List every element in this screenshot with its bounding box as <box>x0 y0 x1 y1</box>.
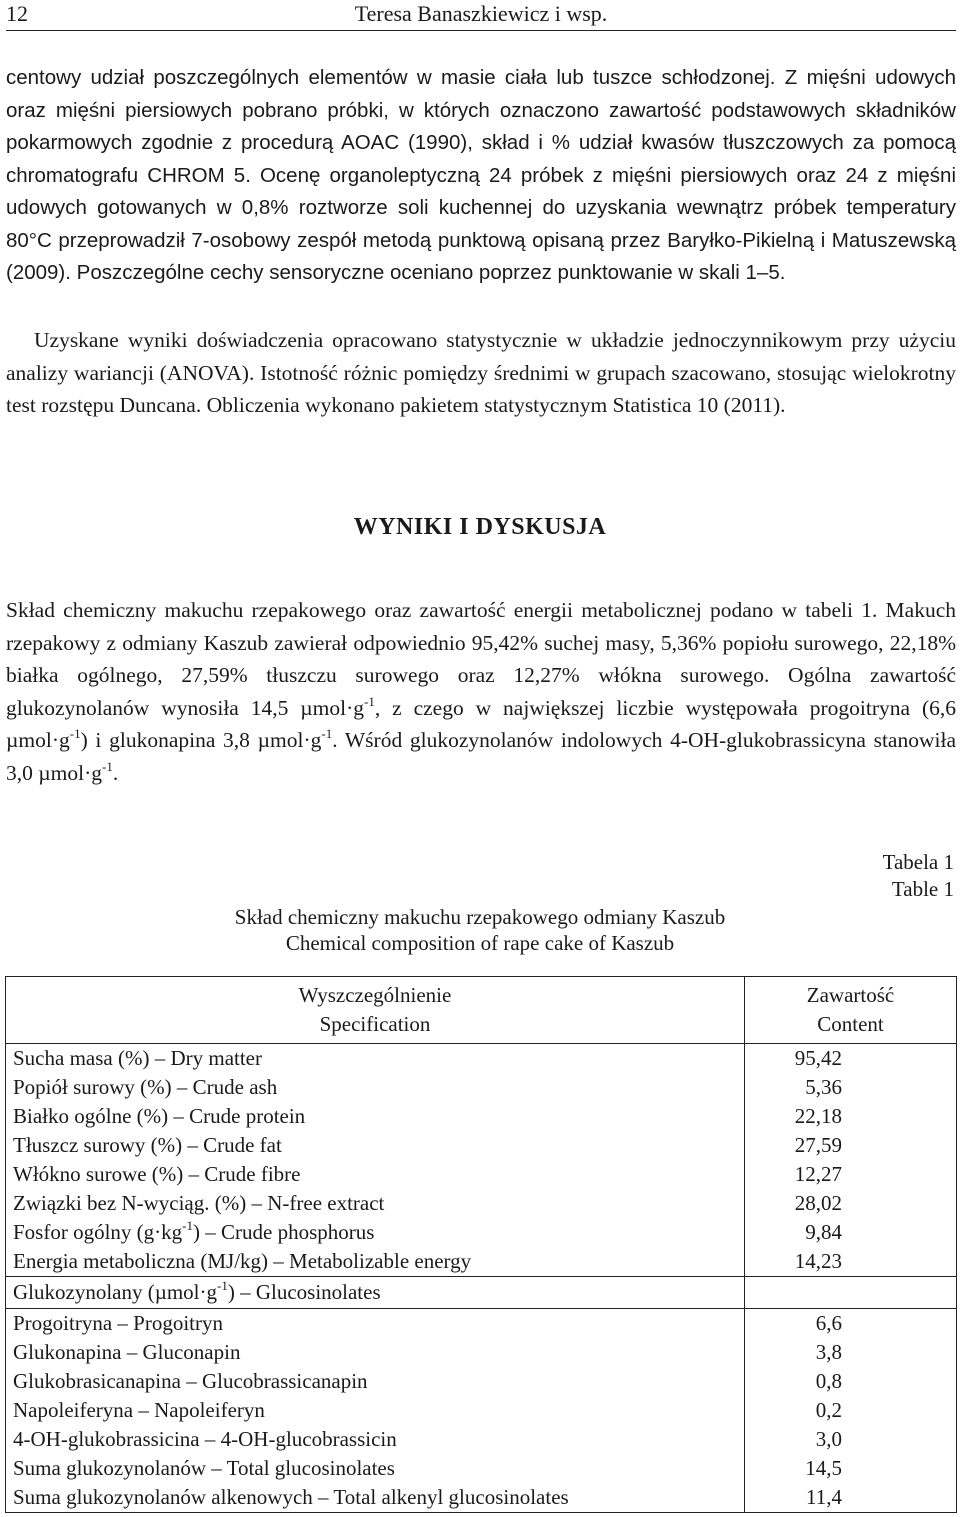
table-row <box>6 1102 957 1131</box>
row-value: 95,42 <box>745 1044 957 1074</box>
row-value: 14,23 <box>745 1247 957 1277</box>
results-paragraph <box>6 594 956 789</box>
row-label-text: Fosfor ogólny (g·kg <box>13 1220 183 1244</box>
table-label-pl: Tabela 1 <box>882 850 954 874</box>
row-value: 11,4 <box>745 1483 957 1513</box>
table-row <box>6 1309 957 1339</box>
results-text-1: Skład chemiczny makuchu rzepakowego oraz zawartość energii metabolicznej podano w tabeli 1. Makuch rzepakowy z odmiany Kaszub zawierał odpowiednio 95,42% suchej masy, 5,36% popiołu surowego, 22,18% białka ogólnego, 27,59% tłuszczu surowego oraz 12,27% włókna surowego. Ogólna zawartość glukozynolanów wynosiła 14,5 µmol·g <box>6 598 956 720</box>
table-row <box>6 1338 957 1367</box>
row-label: Progoitryna – Progoitryn <box>6 1309 745 1339</box>
results-text-5: . <box>112 760 119 785</box>
row-label-text: Glukozynolany (µmol·g <box>13 1280 217 1304</box>
header-specification-en: Specification <box>319 1012 431 1036</box>
row-label: Suma glukozynolanów alkenowych – Total alkenyl glucosinolates <box>6 1483 745 1513</box>
row-value: 6,6 <box>745 1309 957 1339</box>
row-value: 3,8 <box>745 1338 957 1367</box>
row-value: 14,5 <box>745 1454 957 1483</box>
superscript: -1 <box>69 726 81 741</box>
row-label: Sucha masa (%) – Dry matter <box>6 1044 745 1074</box>
row-value: 12,27 <box>745 1160 957 1189</box>
row-label: Energia metaboliczna (MJ/kg) – Metabolizable energy <box>6 1247 745 1277</box>
table-row <box>6 1483 957 1513</box>
methods-paragraph-2: Uzyskane wyniki doświadczenia opracowano statystycznie w układzie jednoczynnikowym przy użyciu analizy wariancji (ANOVA). Istotność różnic pomiędzy średnimi w grupach szacowano, stosując wielokrotny test rozstępu Duncana. Obliczenia wykonano pakietem statystycznym Statistica 10 (2011). <box>6 328 956 417</box>
row-value: 0,2 <box>745 1396 957 1425</box>
results-text-4: . Wśród glukozynolanów indolowych 4-OH-glukobrassicyna stanowiła 3,0 µmol·g <box>6 728 956 785</box>
table-row <box>6 1189 957 1218</box>
row-value: 3,0 <box>745 1425 957 1454</box>
table-row <box>6 1247 957 1277</box>
superscript: -1 <box>321 726 333 741</box>
row-label: Popiół surowy (%) – Crude ash <box>6 1073 745 1102</box>
row-value: 27,59 <box>745 1131 957 1160</box>
table-row <box>6 1454 957 1483</box>
results-text-3: ) i glukonapina 3,8 µmol·g <box>80 728 322 752</box>
row-label: Tłuszcz surowy (%) – Crude fat <box>6 1131 745 1160</box>
table-row <box>6 1218 957 1247</box>
row-value-empty <box>745 1277 957 1309</box>
row-label: Białko ogólne (%) – Crude protein <box>6 1102 745 1131</box>
methods-paragraph-1: centowy udział poszczególnych elementów w masie ciała lub tuszce schłodzonej. Z mięśni udowych oraz mięśni piersiowych pobrano próbki, w których oznaczono zawartość podstawowych składników pokarmowych zgodnie z procedurą AOAC (1990), skład i % udział kwasów tłuszczowych za pomocą chromatografu CHROM 5. Ocenę organoleptyczną 24 próbek z mięśni piersiowych oraz 24 z mięśni udowych gotowanych w 0,8% roztworze soli kuchennej do uzyskania wewnątrz próbek temperatury 80°C przeprowadził 7-osobowy zespół metodą punktową opisaną przez Baryłko-Pikielną i Matuszewską (2009). Poszczególne cechy sensoryczne oceniano poprzez punktowanie w skali 1–5. <box>6 66 956 284</box>
row-label: Włókno surowe (%) – Crude fibre <box>6 1160 745 1189</box>
header-content-pl: Zawartość <box>806 983 895 1007</box>
table-caption-en: Chemical composition of rape cake of Kaszub <box>285 931 675 955</box>
table-label-en: Table 1 <box>891 877 954 901</box>
table-row <box>6 1367 957 1396</box>
header-content-en: Content <box>817 1012 884 1036</box>
row-label-text: ) – Glucosinolates <box>227 1280 381 1304</box>
composition-table <box>5 976 957 1513</box>
page-number: 12 <box>6 1 28 26</box>
row-label <box>6 1277 745 1309</box>
superscript: -1 <box>364 693 375 709</box>
table-caption-pl: Skład chemiczny makuchu rzepakowego odmiany Kaszub <box>234 905 726 929</box>
superscript: -1 <box>182 1218 194 1233</box>
row-label: Napoleiferyna – Napoleiferyn <box>6 1396 745 1425</box>
table-header-row <box>6 977 957 1044</box>
superscript: -1 <box>102 758 113 774</box>
table-row <box>6 1073 957 1102</box>
row-label: Związki bez N-wyciąg. (%) – N-free extract <box>6 1189 745 1218</box>
page-header <box>6 0 956 31</box>
header-specification <box>6 977 745 1044</box>
results-text-2: , z czego w największej liczbie występowała progoitryna (6,6 µmol·g <box>6 695 956 752</box>
row-value: 5,36 <box>745 1073 957 1102</box>
glucosinolates-group-row <box>6 1277 957 1309</box>
row-value: 22,18 <box>745 1102 957 1131</box>
table-row <box>6 1396 957 1425</box>
running-title: Teresa Banaszkiewicz i wsp. <box>354 1 608 26</box>
table-row <box>6 1131 957 1160</box>
superscript: -1 <box>216 1278 228 1293</box>
table-row <box>6 1425 957 1454</box>
row-label <box>6 1218 745 1247</box>
section-title: WYNIKI I DYSKUSJA <box>353 514 607 540</box>
row-label: Glukonapina – Gluconapin <box>6 1338 745 1367</box>
table-row <box>6 1160 957 1189</box>
row-value: 28,02 <box>745 1189 957 1218</box>
table-row <box>6 1044 957 1074</box>
row-label-text: ) – Crude phosphorus <box>193 1220 375 1244</box>
row-label: 4-OH-glukobrassicina – 4-OH-glucobrassicin <box>6 1425 745 1454</box>
row-label: Suma glukozynolanów – Total glucosinolates <box>6 1454 745 1483</box>
row-value: 9,84 <box>745 1218 957 1247</box>
row-value: 0,8 <box>745 1367 957 1396</box>
header-specification-pl: Wyszczególnienie <box>298 983 452 1007</box>
header-content <box>745 977 957 1044</box>
row-label: Glukobrasicanapina – Glucobrassicanapin <box>6 1367 745 1396</box>
